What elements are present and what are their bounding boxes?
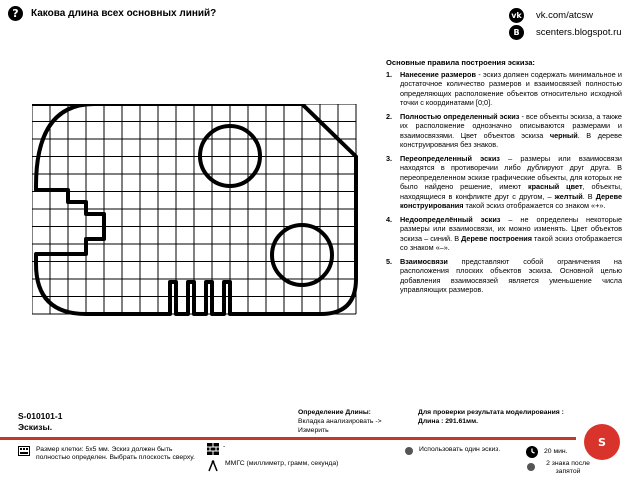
time-limit	[526, 446, 568, 458]
keyboard-icon	[18, 446, 30, 456]
one-sketch-note	[404, 446, 500, 456]
rule-item: 3. Переопределенный эскиз – размеры или взаимосвязи находятся в противоречии либо дублируют друг друга. В переопределенном эскизе графические объекты, для которых не было найдено решение, имеют красный цвет, объекты, находящиеся в конфликте друг с другом, – желтый. В Дереве конструирования такой эскиз отображается со знаком «+».	[386, 153, 623, 211]
rules-panel	[386, 58, 622, 299]
rule-item: 2. Полностью определенный эскиз - все объекты эскиза, а также их расположение однозначно описываются размерами и взаимосвязями. Цвет объектов эскиза черный. В дереве конструирования без знаков.	[386, 111, 623, 150]
vk-link[interactable]	[509, 7, 593, 23]
cell-size-note	[18, 446, 198, 463]
bullet-icon	[526, 462, 536, 472]
units-text: ММГС (миллиметр, грамм, секунда)	[225, 460, 339, 467]
tool-value: -	[223, 443, 226, 450]
length-definition	[298, 409, 382, 435]
one-sketch-text: Использовать один эскиз.	[419, 446, 501, 453]
blog-link-text[interactable]: scenters.blogspot.ru	[536, 26, 622, 38]
bullet-icon	[404, 446, 414, 456]
time-text: 20 мин.	[544, 447, 568, 455]
cell-note-text: Размер клетки: 5х5 мм. Эскиз должен быть полностью определен. Выбрать плоскость сверху.	[36, 446, 195, 462]
question-text: Какова длина всех основных линий?	[31, 7, 217, 19]
task-id	[18, 411, 62, 433]
footer-divider	[0, 437, 576, 440]
vk-icon: vk	[509, 8, 524, 23]
units-field	[207, 460, 338, 472]
rule-item: 5. Взаимосвязи представляют собой ограничения на расположения плоских объектов эскиза. Основной целью добавления взаимосвязей является уменьшение числа управляющих размеров.	[386, 256, 622, 295]
task-code: S-010101-1	[18, 411, 63, 421]
definition-line2: Измерить	[298, 426, 329, 434]
definition-line1: Вкладка анализировать ->	[298, 417, 382, 425]
blog-link[interactable]	[509, 24, 622, 40]
brand-logo	[584, 424, 620, 460]
precision-note	[526, 460, 594, 477]
rule-item: 4. Недоопределённый эскиз – не определены некоторые размеры или взаимосвязи, их можно изменять. Цвет объектов эскиза – синий. В Дереве построения такой эскиз отображается со знаком «–».	[386, 214, 622, 253]
precision-text: 2 знака после запятой	[546, 460, 590, 476]
logo-text: S	[598, 435, 606, 449]
brick-icon	[207, 443, 219, 455]
check-title: Для проверки результата моделирования :	[418, 409, 564, 416]
rules-list	[386, 70, 622, 295]
compass-icon	[207, 460, 219, 472]
tool-field	[207, 443, 225, 455]
definition-title: Определение Длины:	[298, 409, 371, 416]
check-result	[418, 409, 564, 427]
sketch-drawing	[32, 104, 372, 324]
rule-item: 1. Нанесение размеров - эскиз должен содержать минимальное и достаточное количество размеров и взаимосвязей полностью определяющих расположение объектов относительно исходной точки с координатами [0;0].	[386, 69, 622, 108]
task-name: Эскизы.	[18, 422, 53, 433]
vk-link-text[interactable]: vk.com/atcsw	[536, 9, 594, 21]
check-value: Длина : 291.61мм.	[418, 417, 478, 425]
rules-title: Основные правила построения эскиза:	[386, 58, 535, 67]
question-icon: ?	[8, 6, 23, 21]
question-header	[8, 5, 216, 21]
blogger-icon: B	[509, 25, 524, 40]
clock-icon	[526, 446, 538, 458]
